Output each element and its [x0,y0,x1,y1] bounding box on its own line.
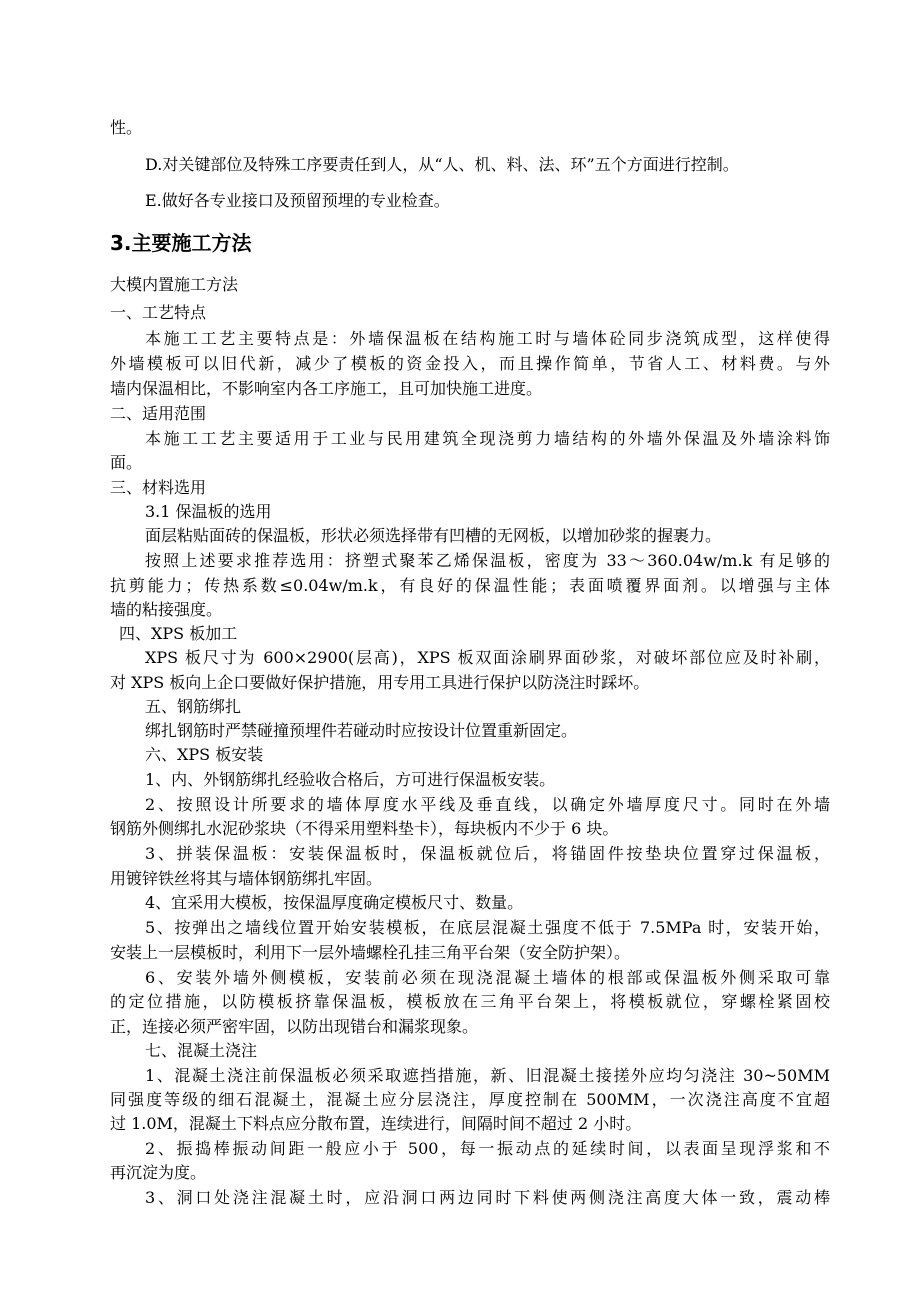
text-line: 面层粘贴面砖的保温板，形状必须选择带有凹槽的无网板，以增加砂浆的握裹力。 [145,526,722,545]
text-line: XPS 板尺寸为 600×2900(层高)，XPS 板双面涂刷界面砂浆，对破坏部位应及时补刷， [145,648,830,667]
text-line: 同强度等级的细石混凝土，混凝土应分层浇注，厚度控制在 500MM，一次浇注高度不宜超 [110,1090,830,1109]
text-line: 6、安装外墙外侧模板，安装前必须在现浇混凝土墙体的根部或保温板外侧采取可靠 [145,968,830,987]
text-line: 本施工工艺主要适用于工业与民用建筑全现浇剪力墙结构的外墙外保温及外墙涂料饰 [145,429,830,448]
text-line: 4、宜采用大模板，按保温厚度确定模板尺寸、数量。 [145,893,524,912]
text-line: 3、拼装保温板：安装保温板时，保温板就位后，将锚固件按垫块位置穿过保温板， [145,844,830,863]
text-line: 七、混凝土浇注 [145,1041,258,1060]
section-heading: 3.主要施工方法 [110,231,252,255]
text-line: 1、混凝土浇注前保温板必须采取遮挡措施，新、旧混凝土接搓外应均匀浇注 30~50MM [145,1066,830,1085]
text-line: 抗剪能力；传热系数≤0.04w/m.k，有良好的保温性能；表面喷覆界面剂。以增强与主体 [110,576,830,595]
text-line: 三、材料选用 [110,478,207,497]
text-line: 按照上述要求推荐选用：挤塑式聚苯乙烯保温板，密度为 33～360.04w/m.k 有足够的 [145,551,830,570]
text-line: 用镀锌铁丝将其与墙体钢筋绑扎牢固。 [110,869,383,888]
text-line: D.对关键部位及特殊工序要责任到人，从“人、机、料、法、环”五个方面进行控制。 [145,155,739,174]
text-line: 二、适用范围 [110,404,207,423]
text-line: 过 1.0M，混凝土下料点应分散布置，连续进行，间隔时间不超过 2 小时。 [110,1114,642,1133]
text-line: 外墙模板可以旧代新，减少了模板的资金投入，而且操作简单，节省人工、材料费。与外 [110,354,830,373]
text-line: 安装上一层模板时，利用下一层外墙螺栓孔挂三角平台架（安全防护架）。 [110,943,631,962]
text-line: 钢筋外侧绑扎水泥砂浆块（不得采用塑料垫卡），每块板内不少于 6 块。 [110,819,619,838]
text-line: 正，连接必须严密牢固，以防出现错台和漏浆现象。 [110,1017,479,1036]
text-line: 五、钢筋绑扎 [145,697,242,716]
text-line: 的定位措施，以防模板挤靠保温板，模板放在三角平台架上，将模板就位，穿螺栓紧固校 [110,992,830,1011]
text-line: 3、洞口处浇注混凝土时，应沿洞口两边同时下料使两侧浇注高度大体一致，震动棒 [145,1188,830,1207]
text-line: 四、XPS 板加工 [119,624,238,643]
text-line: 六、XPS 板安装 [145,745,264,764]
text-line: 1、内、外钢筋绑扎经验收合格后，方可进行保温板安装。 [145,770,556,789]
text-line: E.做好各专业接口及预留预埋的专业检查。 [145,191,450,210]
text-line: 2、振捣棒振动间距一般应小于 500，每一振动点的延续时间，以表面呈现浮浆和不 [145,1139,830,1158]
text-line: 本施工工艺主要特点是：外墙保温板在结构施工时与墙体砼同步浇筑成型，这样使得 [145,329,830,348]
text-line: 面。 [110,453,143,472]
text-line: 性。 [110,118,143,137]
text-line: 3.1 保温板的选用 [145,502,272,521]
text-line: 2、按照设计所要求的墙体厚度水平线及垂直线，以确定外墙厚度尺寸。同时在外墙 [145,795,830,814]
text-line: 绑扎钢筋时严禁碰撞预埋件若碰动时应按设计位置重新固定。 [145,721,578,740]
text-line: 再沉淀为度。 [110,1163,207,1182]
text-line: 5、按弹出之墙线位置开始安装模板，在底层混凝土强度不低于 7.5MPa 时，安装开始， [145,918,830,937]
text-line: 大模内置施工方法 [110,275,239,294]
text-line: 对 XPS 板向上企口要做好保护措施，用专用工具进行保护以防浇注时踩坏。 [110,673,650,692]
text-line: 墙内保温相比，不影响室内各工序施工，且可加快施工进度。 [110,379,543,398]
text-line: 一、工艺特点 [110,303,207,322]
text-line: 墙的粘接强度。 [110,600,223,619]
